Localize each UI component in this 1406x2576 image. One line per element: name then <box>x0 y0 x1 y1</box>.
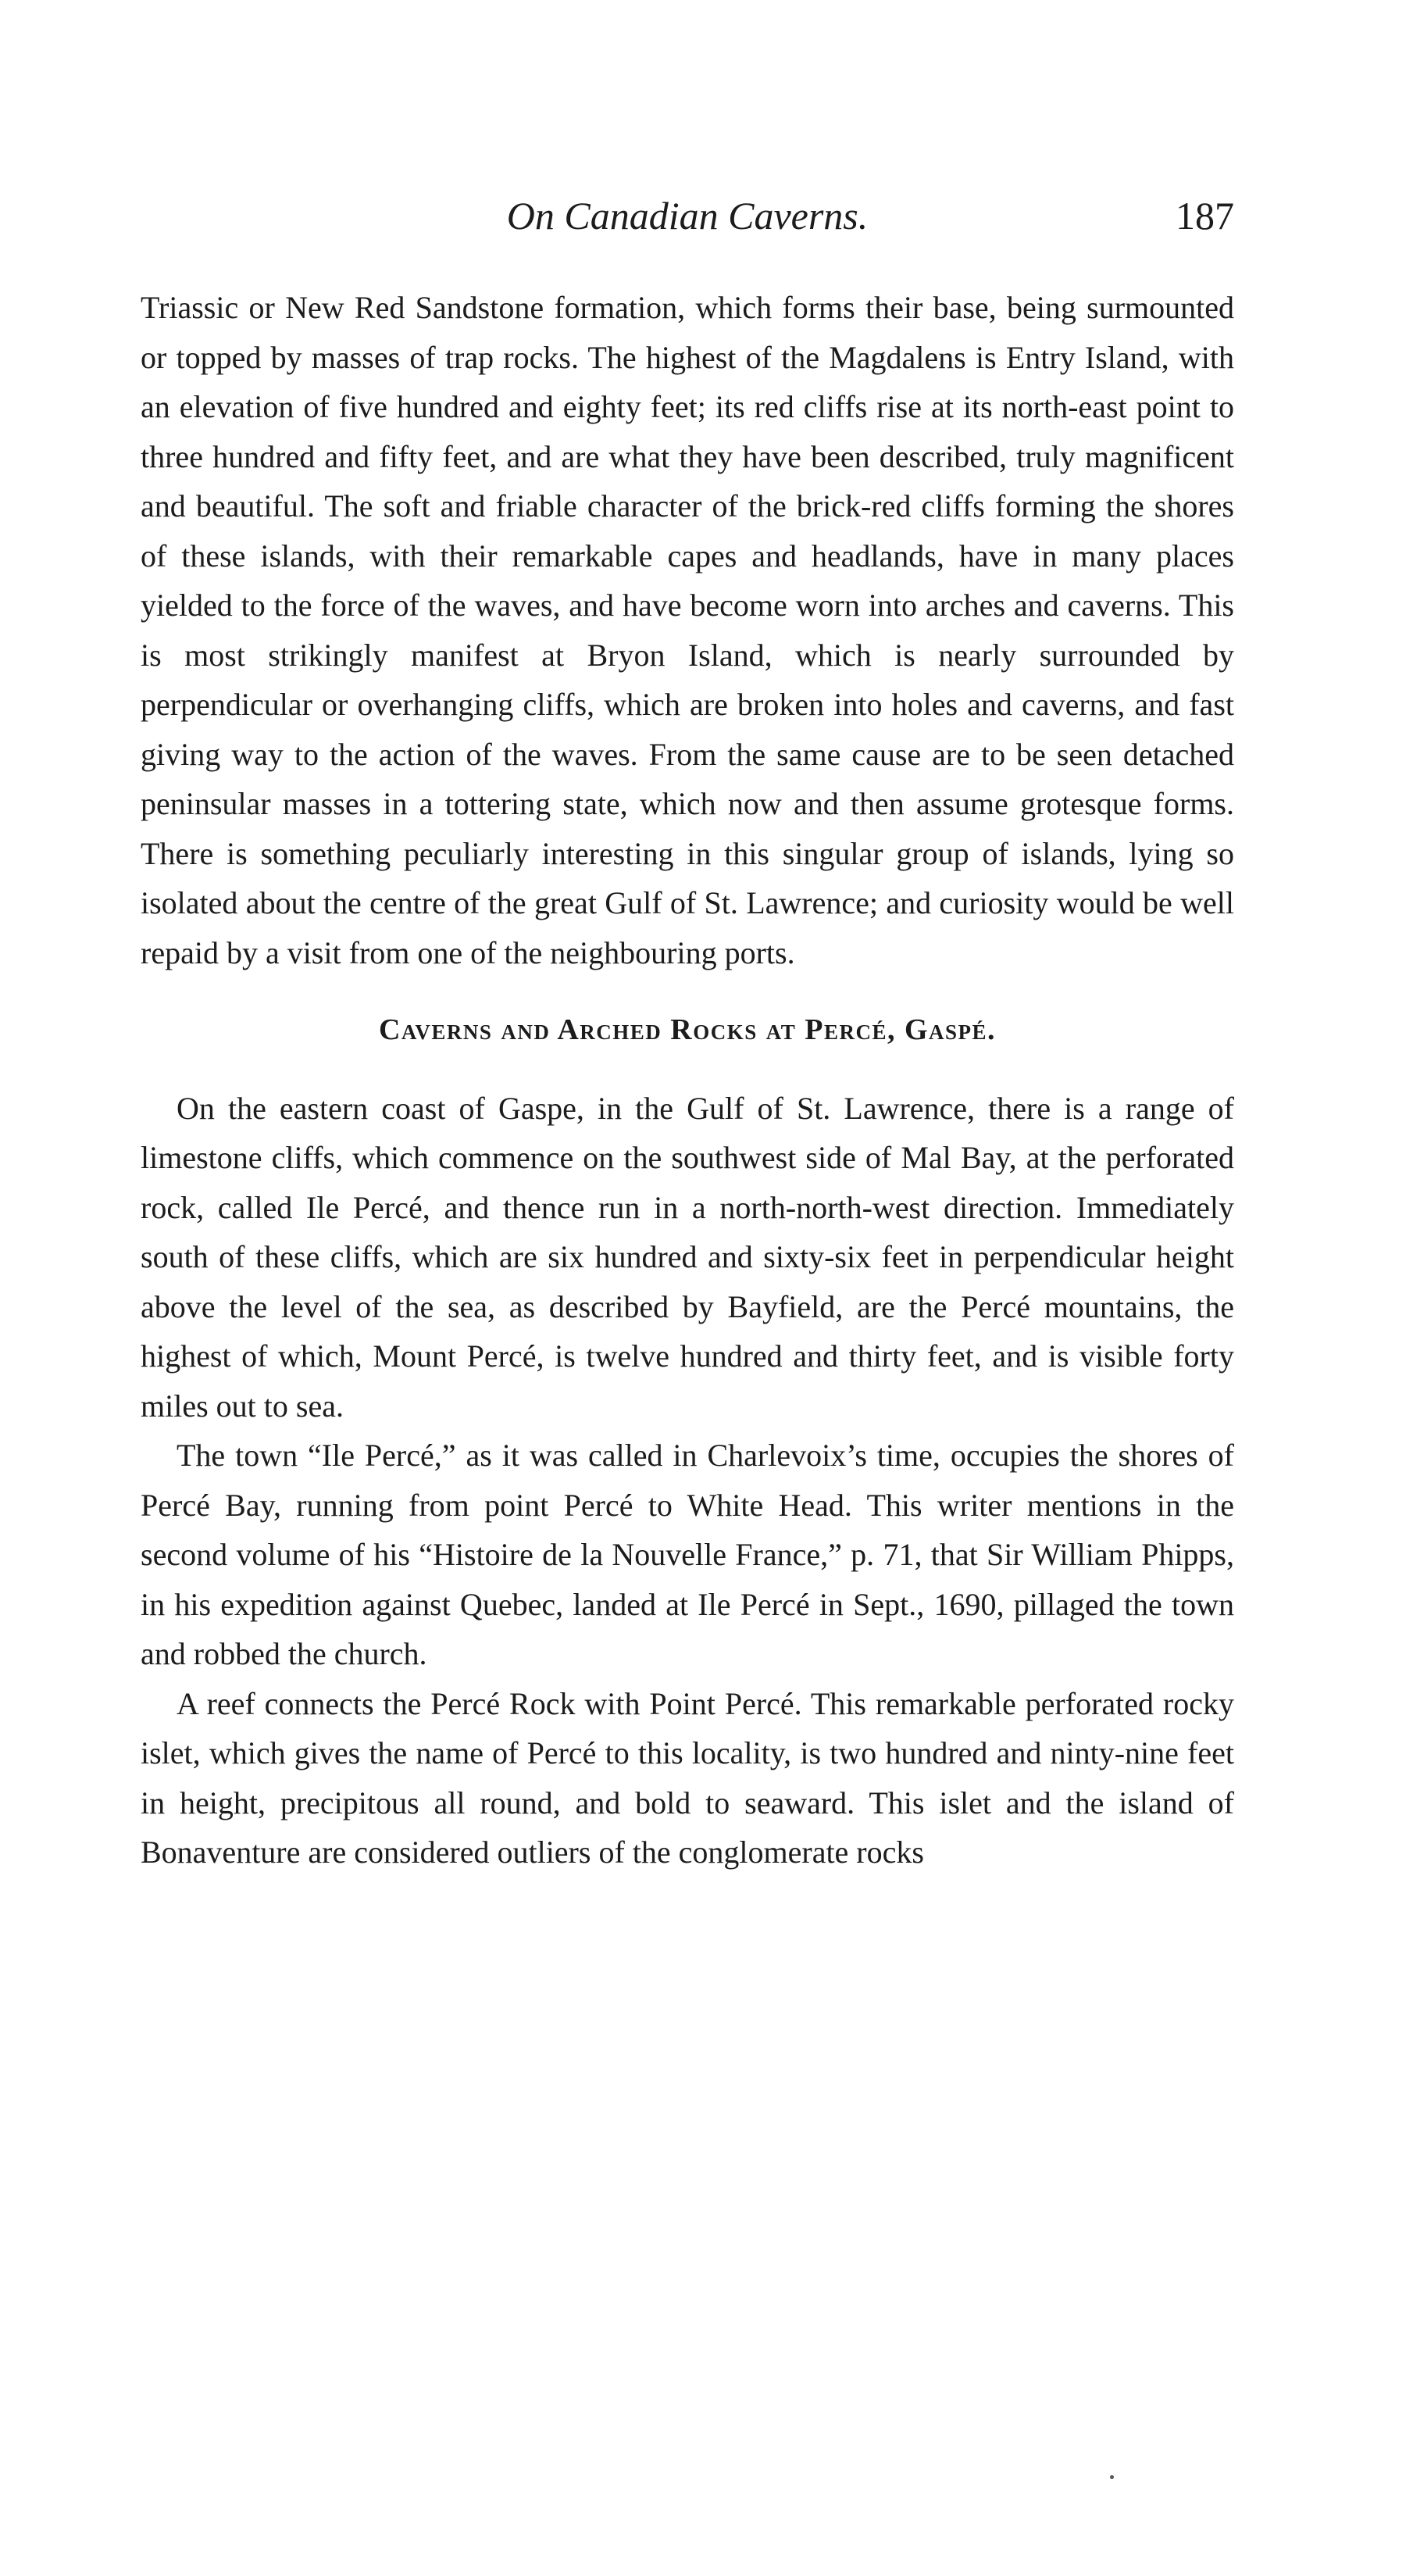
running-header <box>141 184 1234 247</box>
section-heading: Caverns and Arched Rocks at Percé, Gaspé. <box>378 1013 997 1046</box>
body-text <box>141 283 1234 1878</box>
paragraph-gaspe-cliffs: On the eastern coast of Gaspe, in the Gulf of St. Lawrence, there is a range of limestone cliffs, which commence on the southwest side of Mal Bay, at the perforated rock, called Ile Percé, and thence run in a north-north-west direction. Immediately south of these cliffs, which are six hundred and sixty-six feet in perpendicular height above the level of the sea, as described by Bayfield, are the Percé mountains, the highest of which, Mount Percé, is twelve hundred and thirty feet, and is visible forty miles out to sea. <box>141 1090 1234 1424</box>
page-number: 187 <box>1176 194 1234 238</box>
running-title: On Canadian Caverns. <box>506 194 869 238</box>
paragraph-perce-rock: A reef connects the Percé Rock with Point Percé. This remarkable perforated rocky islet, which gives the name of Percé to this locality, is two hundred and ninty-nine feet in height, precipitous all round, and bold to seaward. This islet and the island of Bonaventure are considered outliers of the conglomerate rocks <box>141 1685 1234 1870</box>
print-speck <box>1110 2475 1114 2479</box>
paragraph-magdalen-islands: Triassic or New Red Sandstone formation, which forms their base, being surmounted or topped by masses of trap rocks. The highest of the Magdalens is Entry Island, with an elevation of five hundred and eighty feet; its red cliffs rise at its north-east point to three hundred and fifty feet, and are what they have been described, truly magnificent and beautiful. The soft and friable character of the brick-red cliffs forming the shores of these islands, with their remarkable capes and headlands, have in many places yielded to the force of the waves, and have become worn into arches and caverns. This is most strikingly manifest at Bryon Island, which is nearly surrounded by perpendicular or overhanging cliffs, which are broken into holes and caverns, and fast giving way to the action of the waves. From the same cause are to be seen detached peninsular masses in a tottering state, which now and then assume grotesque forms. There is something peculiarly interesting in this singular group of islands, lying so isolated about the centre of the great Gulf of St. Lawrence; and curiosity would be well repaid by a visit from one of the neighbouring ports. <box>141 290 1234 970</box>
paragraph-ile-perce-town: The town “Ile Percé,” as it was called in Charlevoix’s time, occupies the shores of Percé Bay, running from point Percé to White Head. This writer mentions in the second volume of his “Histoire de la Nouvelle France,” p. 71, that Sir William Phipps, in his expedition against Quebec, landed at Ile Percé in Sept., 1690, pillaged the town and robbed the church. <box>141 1438 1234 1671</box>
